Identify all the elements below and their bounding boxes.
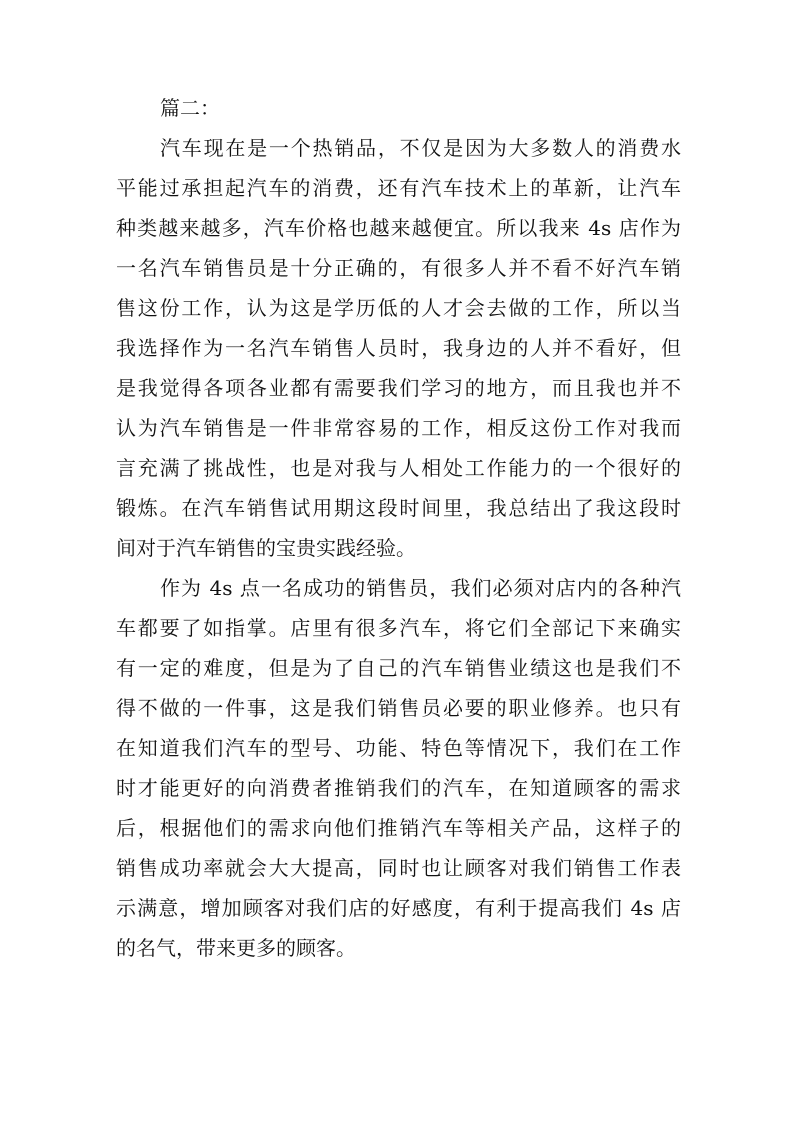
paragraph-line: 言充满了挑战性，也是对我与人相处工作能力的一个很好的 <box>116 456 681 480</box>
paragraph-line: 售这份工作，认为这是学历低的人才会去做的工作，所以当 <box>116 296 681 320</box>
paragraph-line: 是我觉得各项各业都有需要我们学习的地方，而且我也并不 <box>116 376 681 400</box>
paragraph-line: 平能过承担起汽车的消费，还有汽车技术上的革新，让汽车 <box>116 176 681 200</box>
paragraph-line: 种类越来越多，汽车价格也越来越便宜。所以我来 4s 店作为 <box>116 216 681 240</box>
paragraph-line: 销售成功率就会大大提高，同时也让顾客对我们销售工作表 <box>116 856 681 880</box>
section-heading: 篇二： <box>160 96 220 120</box>
paragraph-line: 锻炼。在汽车销售试用期这段时间里，我总结出了我这段时 <box>116 496 681 520</box>
document-body <box>116 88 681 968</box>
paragraph-line: 在知道我们汽车的型号、功能、特色等情况下，我们在工作 <box>116 736 681 760</box>
paragraph-line: 车都要了如指掌。店里有很多汽车，将它们全部记下来确实 <box>116 616 681 640</box>
paragraph-line: 我选择作为一名汽车销售人员时，我身边的人并不看好，但 <box>116 336 681 360</box>
paragraph-line: 得不做的一件事，这是我们销售员必要的职业修养。也只有 <box>116 696 681 720</box>
paragraph-line: 汽车现在是一个热销品，不仅是因为大多数人的消费水 <box>160 136 681 160</box>
paragraph-line: 时才能更好的向消费者推销我们的汽车，在知道顾客的需求 <box>116 776 681 800</box>
paragraph-2 <box>116 568 681 968</box>
paragraph-line: 的名气，带来更多的顾客。 <box>116 936 356 960</box>
paragraph-1 <box>116 128 681 568</box>
paragraph-line: 后，根据他们的需求向他们推销汽车等相关产品，这样子的 <box>116 816 681 840</box>
paragraph-line: 认为汽车销售是一件非常容易的工作，相反这份工作对我而 <box>116 416 681 440</box>
paragraph-line: 作为 4s 点一名成功的销售员，我们必须对店内的各种汽 <box>160 576 681 600</box>
paragraph-line: 有一定的难度，但是为了自己的汽车销售业绩这也是我们不 <box>116 656 681 680</box>
paragraph-line: 间对于汽车销售的宝贵实践经验。 <box>116 536 416 560</box>
paragraph-line: 一名汽车销售员是十分正确的，有很多人并不看不好汽车销 <box>116 256 681 280</box>
paragraph-line: 示满意，增加顾客对我们店的好感度，有利于提高我们 4s 店 <box>116 896 681 920</box>
